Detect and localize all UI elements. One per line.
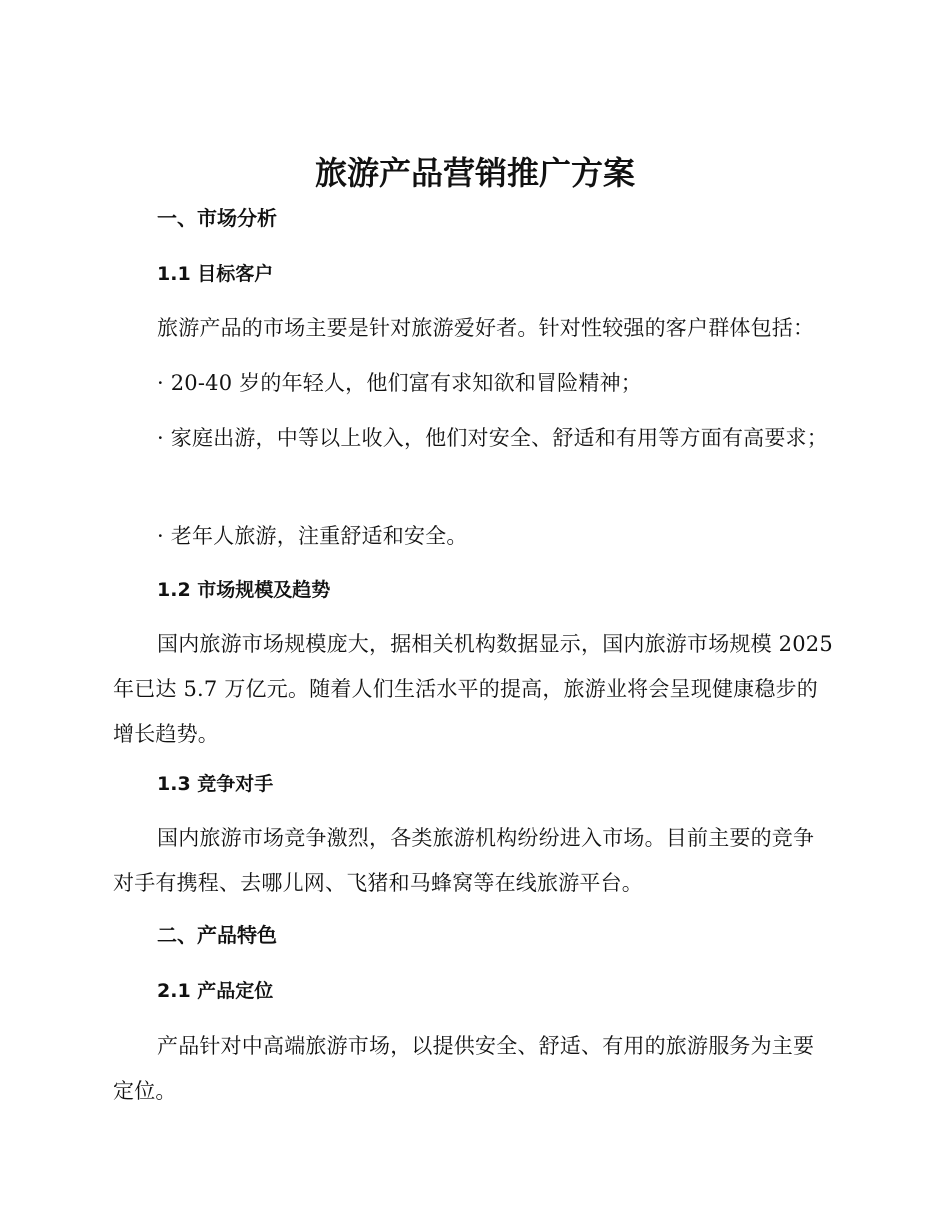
paragraph-target-intro: 旅游产品的市场主要是针对旅游爱好者。针对性较强的客户群体包括： (157, 316, 815, 340)
paragraph-market-size: 国内旅游市场规模庞大，据相关机构数据显示，国内旅游市场规模 2025 年已达 5.7 万亿元。随着人们生活水平的提高，旅游业将会呈现健康稳步的增长趋势。 (113, 632, 833, 746)
section-heading-product-features: 二、产品特色 (157, 923, 277, 947)
bullet-family-travel: · 家庭出游，中等以上收入，他们对安全、舒适和有用等方面有高要求； (157, 426, 828, 450)
bullet-young-adults: · 20-40 岁的年轻人，他们富有求知欲和冒险精神； (157, 371, 642, 395)
document-title: 旅游产品营销推广方案 (314, 154, 635, 192)
subheading-market-size: 1.2 市场规模及趋势 (157, 579, 331, 601)
bullet-senior-travel: · 老年人旅游，注重舒适和安全。 (157, 524, 468, 548)
subheading-product-positioning: 2.1 产品定位 (157, 980, 274, 1002)
subheading-target-customers: 1.1 目标客户 (157, 263, 274, 285)
subheading-competitors: 1.3 竞争对手 (157, 773, 274, 795)
paragraph-competitors: 国内旅游市场竞争激烈，各类旅游机构纷纷进入市场。目前主要的竞争对手有携程、去哪儿网、飞猪和马蜂窝等在线旅游平台。 (113, 826, 815, 895)
section-heading-market-analysis: 一、市场分析 (157, 206, 277, 230)
paragraph-product-positioning: 产品针对中高端旅游市场，以提供安全、舒适、有用的旅游服务为主要定位。 (113, 1034, 815, 1103)
